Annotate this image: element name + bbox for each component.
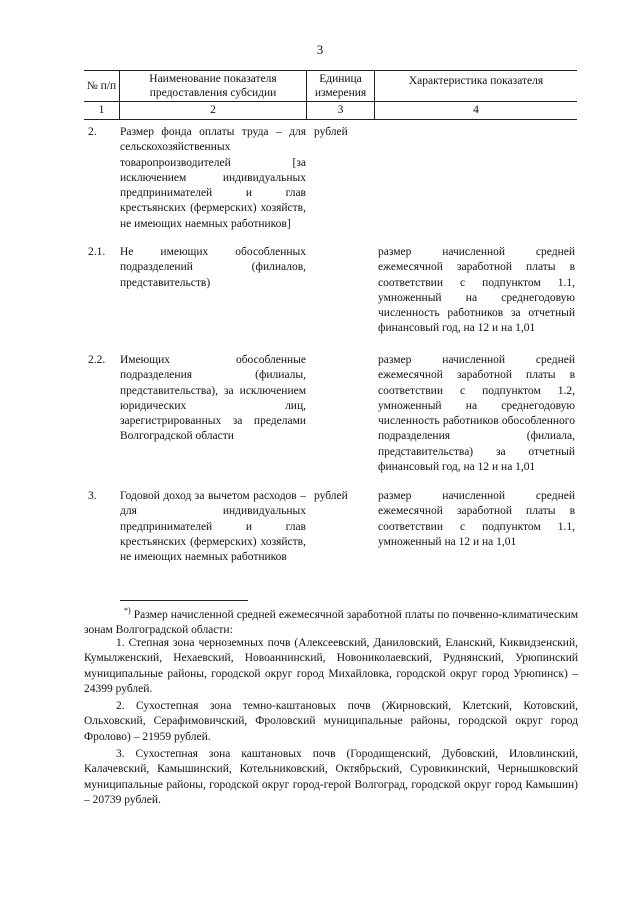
row-description: размер начисленной средней ежемесячной заработной платы в соответствии с подпунктом 1.1, умноженный на 12 и на 1,01 <box>378 490 575 548</box>
row-number: 3. <box>88 490 97 502</box>
footnote-marker: *) <box>124 606 131 615</box>
header-col-number: № п/п <box>86 80 117 92</box>
column-number: 2 <box>210 104 216 116</box>
footnote-item: 1. Степная зона черноземных почв (Алексеевский, Даниловский, Еланский, Киквидзенский, Кумылженский, Нехаевский, Новоаннинский, Новониколаевский, Руднянский, Урюпинский муниципальные районы, городской округ город Михайловка, городской округ город Урюпинск) – 24399 рублей. <box>84 637 578 695</box>
row-number: 2.1. <box>88 246 106 258</box>
footnote-item: 2. Сухостепная зона темно-каштановых почв (Жирновский, Клетский, Котовский, Ольховский, Серафимовичский, Фроловский муниципальные районы, городской округ город Фролово) – 21959 рублей. <box>84 700 578 743</box>
footnote-intro <box>84 603 578 639</box>
row-indicator-name: Не имеющих обособленных подразделений (филиалов, представительств) <box>120 246 306 289</box>
row-unit: рублей <box>314 126 348 138</box>
column-number: 4 <box>473 104 479 116</box>
row-indicator-name: Имеющих обособленные подразделения (филиалы, представительства), за исключением юридических лиц, зарегистрированных за пределами Волгоградской области <box>120 354 306 443</box>
footnote-intro-text: Размер начисленной средней ежемесячной заработной платы по почвенно-климатическим зонам Волгоградской области: <box>84 609 579 637</box>
header-col-name: Наименование показателя предоставления субсидии <box>149 73 277 99</box>
column-number: 3 <box>337 104 344 116</box>
page-number: 3 <box>316 42 324 57</box>
row-description: размер начисленной средней ежемесячной заработной платы в соответствии с подпунктом 1.1, умноженный на среднегодовую численность работников за отчетный финансовый год, на 12 и на 1,01 <box>378 246 575 335</box>
header-col-description: Характеристика показателя <box>408 75 544 87</box>
table-header <box>84 70 577 120</box>
row-unit: рублей <box>314 490 348 502</box>
row-number: 2.2. <box>88 354 106 366</box>
footnote-item: 3. Сухостепная зона каштановых почв (Городищенский, Дубовский, Иловлинский, Калачевский, Камышинский, Котельниковский, Октябрьский, Суровикинский, Чернышковский муниципальные районы, городской округ город-герой Волгоград, городской округ город Камышин) – 20739 рублей. <box>84 748 578 806</box>
column-number: 1 <box>98 104 105 116</box>
row-description: размер начисленной средней ежемесячной заработной платы в соответствии с подпунктом 1.2, умноженный на среднегодовую численность работников обособленного подразделения (филиала, представительства) за отчетный финансовый год, на 12 и на 1,01 <box>378 354 575 474</box>
row-indicator-name: Годовой доход за вычетом расходов – для индивидуальных предпринимателей и глав крестьянских (фермерских) хозяйств, не имеющих наемных работников <box>120 490 306 564</box>
footnote-separator <box>120 600 248 601</box>
row-indicator-name: Размер фонда оплаты труда – для сельскохозяйственных товаропроизводителей [за исключением индивидуальных предпринимателей и глав крестьянских (фермерских) хозяйств, не имеющих наемных работников] <box>120 126 306 230</box>
header-col-unit: Единица измерения <box>314 73 367 99</box>
row-number: 2. <box>88 126 97 138</box>
